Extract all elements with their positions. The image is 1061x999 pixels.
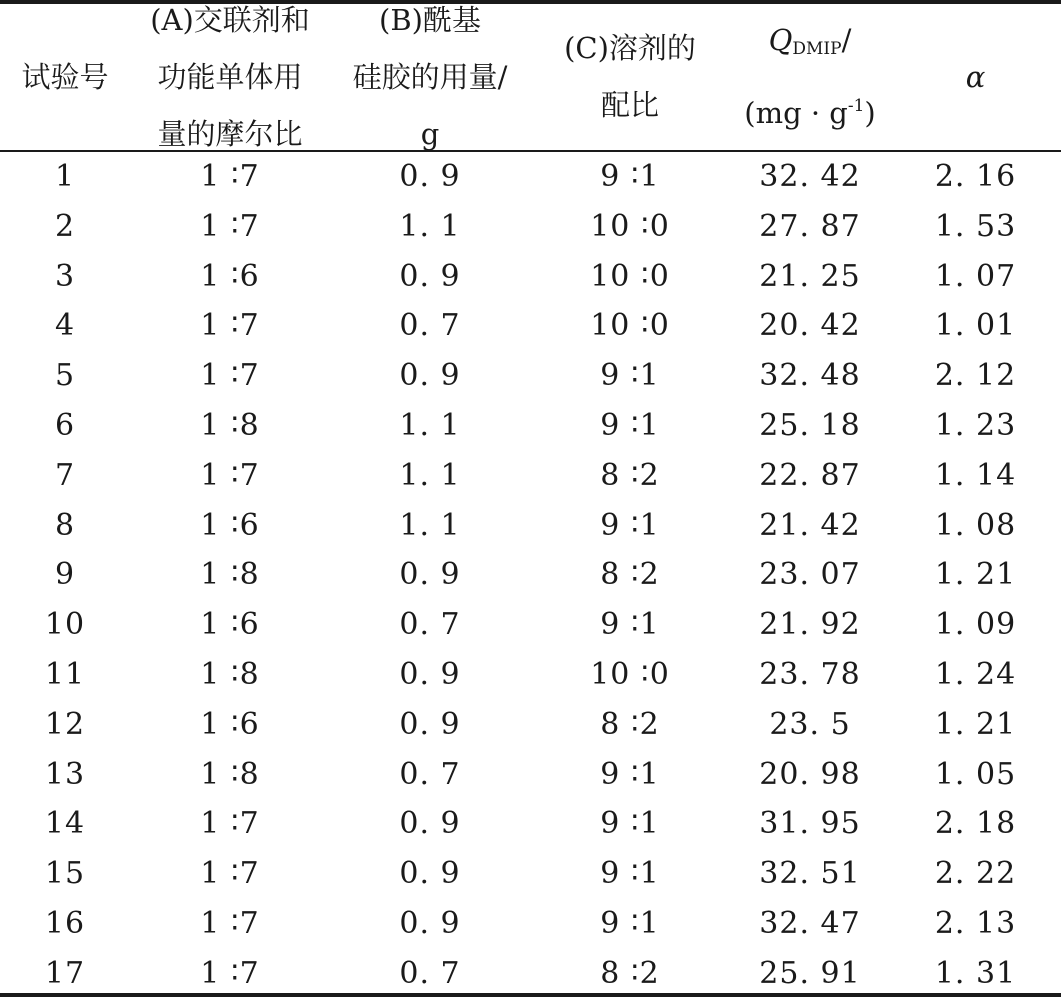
cell-adsorption-capacity: 32. 51 — [759, 856, 861, 892]
cell-trial-number: 5 — [54, 358, 76, 394]
header-q-line-1 — [769, 12, 852, 78]
cell-adsorption-capacity: 23. 07 — [759, 557, 861, 593]
q-subscript: DMIP — [792, 39, 842, 59]
cell-trial-number: 7 — [54, 457, 76, 493]
cell-silica-amount: 0. 7 — [399, 607, 461, 643]
cell-alpha: 2. 18 — [934, 806, 1017, 842]
cell-trial-number: 8 — [54, 507, 76, 543]
table-row — [0, 152, 1061, 202]
cell-molar-ratio: 1 ∶8 — [200, 656, 260, 692]
cell-alpha: 1. 07 — [934, 258, 1017, 294]
cell-silica-amount: 1. 1 — [399, 407, 461, 443]
header-adsorption-capacity — [730, 4, 890, 150]
cell-molar-ratio: 1 ∶7 — [200, 806, 260, 842]
cell-trial-number: 6 — [54, 407, 76, 443]
cell-molar-ratio: 1 ∶7 — [200, 856, 260, 892]
header-c-line-1: (C)溶剂的 — [564, 31, 696, 65]
cell-alpha: 1. 21 — [934, 557, 1017, 593]
table-row — [0, 949, 1061, 999]
cell-solvent-ratio: 9 ∶1 — [600, 806, 660, 842]
cell-trial-number: 4 — [54, 308, 76, 344]
cell-alpha: 1. 14 — [934, 457, 1017, 493]
cell-trial-number: 15 — [44, 856, 86, 892]
cell-silica-amount: 0. 9 — [399, 706, 461, 742]
header-a-line-2: 功能单体用 — [157, 59, 303, 94]
cell-molar-ratio: 1 ∶7 — [200, 955, 260, 991]
cell-trial-number: 14 — [44, 806, 86, 842]
header-silica-amount — [330, 4, 530, 150]
cell-adsorption-capacity: 21. 42 — [759, 507, 861, 543]
table-row — [0, 301, 1061, 351]
cell-silica-amount: 1. 1 — [399, 208, 461, 244]
cell-trial-number: 16 — [44, 905, 86, 941]
cell-silica-amount: 0. 9 — [399, 905, 461, 941]
cell-solvent-ratio: 9 ∶1 — [600, 358, 660, 394]
q-unit-open: (mg · g — [744, 96, 848, 130]
cell-solvent-ratio: 8 ∶2 — [600, 706, 660, 742]
cell-molar-ratio: 1 ∶7 — [200, 358, 260, 394]
cell-adsorption-capacity: 23. 5 — [769, 706, 851, 742]
cell-silica-amount: 0. 9 — [399, 806, 461, 842]
cell-trial-number: 13 — [44, 756, 86, 792]
cell-solvent-ratio: 10 ∶0 — [590, 258, 670, 294]
cell-solvent-ratio: 10 ∶0 — [590, 308, 670, 344]
cell-silica-amount: 0. 9 — [399, 258, 461, 294]
table-row — [0, 550, 1061, 600]
header-molar-ratio — [130, 4, 330, 150]
cell-alpha: 1. 31 — [934, 955, 1017, 991]
table-row — [0, 600, 1061, 650]
cell-molar-ratio: 1 ∶7 — [200, 905, 260, 941]
cell-adsorption-capacity: 25. 18 — [759, 407, 861, 443]
table-body — [0, 152, 1061, 999]
q-unit-close: ) — [864, 96, 876, 130]
cell-alpha: 2. 12 — [934, 358, 1017, 394]
cell-molar-ratio: 1 ∶7 — [200, 308, 260, 344]
table-row — [0, 849, 1061, 899]
cell-solvent-ratio: 9 ∶1 — [600, 407, 660, 443]
cell-adsorption-capacity: 31. 95 — [759, 806, 861, 842]
table-row — [0, 700, 1061, 750]
cell-silica-amount: 1. 1 — [399, 457, 461, 493]
cell-alpha: 1. 23 — [934, 407, 1017, 443]
header-trial-line: 试验号 — [21, 59, 109, 94]
cell-molar-ratio: 1 ∶6 — [200, 507, 260, 543]
cell-silica-amount: 1. 1 — [399, 507, 461, 543]
q-symbol: Q — [768, 23, 793, 57]
table-row — [0, 899, 1061, 949]
header-c-line-2: 配比 — [600, 88, 659, 122]
table-row — [0, 202, 1061, 252]
cell-trial-number: 11 — [44, 656, 86, 692]
cell-solvent-ratio: 8 ∶2 — [600, 557, 660, 593]
cell-trial-number: 9 — [54, 557, 76, 593]
cell-solvent-ratio: 9 ∶1 — [600, 607, 660, 643]
header-alpha — [890, 4, 1061, 150]
cell-alpha: 1. 24 — [934, 656, 1017, 692]
cell-silica-amount: 0. 7 — [399, 308, 461, 344]
table-row — [0, 451, 1061, 501]
header-b-line-2: 硅胶的用量/ — [352, 59, 508, 94]
cell-trial-number: 17 — [44, 955, 86, 991]
table-row — [0, 252, 1061, 302]
cell-solvent-ratio: 9 ∶1 — [600, 507, 660, 543]
cell-silica-amount: 0. 9 — [399, 856, 461, 892]
cell-solvent-ratio: 8 ∶2 — [600, 955, 660, 991]
q-unit-sup: -1 — [847, 96, 865, 116]
cell-molar-ratio: 1 ∶6 — [200, 607, 260, 643]
cell-alpha: 2. 16 — [934, 159, 1017, 194]
cell-molar-ratio: 1 ∶8 — [200, 557, 260, 593]
cell-adsorption-capacity: 32. 48 — [759, 358, 861, 394]
table-header — [0, 4, 1061, 150]
cell-molar-ratio: 1 ∶6 — [200, 706, 260, 742]
cell-trial-number: 3 — [54, 258, 76, 294]
cell-silica-amount: 0. 7 — [399, 756, 461, 792]
cell-alpha: 1. 53 — [934, 208, 1017, 244]
cell-molar-ratio: 1 ∶7 — [200, 208, 260, 244]
cell-silica-amount: 0. 9 — [399, 656, 461, 692]
cell-trial-number: 10 — [44, 607, 86, 643]
cell-adsorption-capacity: 21. 92 — [759, 607, 861, 643]
cell-silica-amount: 0. 7 — [399, 955, 461, 991]
cell-solvent-ratio: 9 ∶1 — [600, 756, 660, 792]
cell-solvent-ratio: 9 ∶1 — [600, 856, 660, 892]
cell-adsorption-capacity: 32. 42 — [759, 159, 861, 194]
table-row — [0, 799, 1061, 849]
header-b-line-1: (B)酰基 — [379, 2, 481, 37]
table-row — [0, 501, 1061, 551]
header-solvent-ratio — [530, 4, 730, 150]
cell-molar-ratio: 1 ∶6 — [200, 258, 260, 294]
cell-silica-amount: 0. 9 — [399, 358, 461, 394]
header-a-line-3: 量的摩尔比 — [157, 116, 303, 151]
bottom-rule — [0, 993, 1061, 997]
cell-trial-number: 1 — [54, 159, 76, 194]
cell-silica-amount: 0. 9 — [399, 159, 461, 194]
cell-solvent-ratio: 9 ∶1 — [600, 905, 660, 941]
q-slash: / — [841, 23, 852, 57]
cell-alpha: 1. 05 — [934, 756, 1017, 792]
header-a-line-1: (A)交联剂和 — [150, 2, 310, 37]
cell-adsorption-capacity: 25. 91 — [759, 955, 861, 991]
table-row — [0, 750, 1061, 800]
cell-adsorption-capacity: 23. 78 — [759, 656, 861, 692]
cell-adsorption-capacity: 20. 98 — [759, 756, 861, 792]
cell-solvent-ratio: 9 ∶1 — [600, 159, 660, 194]
cell-solvent-ratio: 10 ∶0 — [590, 208, 670, 244]
cell-solvent-ratio: 10 ∶0 — [590, 656, 670, 692]
cell-alpha: 2. 22 — [934, 856, 1017, 892]
cell-alpha: 2. 13 — [934, 905, 1017, 941]
cell-adsorption-capacity: 32. 47 — [759, 905, 861, 941]
table-row — [0, 401, 1061, 451]
cell-adsorption-capacity: 20. 42 — [759, 308, 861, 344]
cell-alpha: 1. 01 — [934, 308, 1017, 344]
cell-adsorption-capacity: 21. 25 — [759, 258, 861, 294]
table-row — [0, 650, 1061, 700]
cell-molar-ratio: 1 ∶7 — [200, 457, 260, 493]
cell-adsorption-capacity: 22. 87 — [759, 457, 861, 493]
cell-molar-ratio: 1 ∶7 — [200, 159, 260, 194]
cell-trial-number: 2 — [54, 208, 76, 244]
alpha-symbol: α — [965, 59, 986, 94]
cell-adsorption-capacity: 27. 87 — [759, 208, 861, 244]
cell-molar-ratio: 1 ∶8 — [200, 407, 260, 443]
cell-alpha: 1. 09 — [934, 607, 1017, 643]
header-b-line-3: g — [420, 116, 440, 151]
cell-alpha: 1. 08 — [934, 507, 1017, 543]
cell-trial-number: 12 — [44, 706, 86, 742]
table-row — [0, 351, 1061, 401]
cell-alpha: 1. 21 — [934, 706, 1017, 742]
header-trial-number — [0, 4, 130, 150]
cell-solvent-ratio: 8 ∶2 — [600, 457, 660, 493]
cell-molar-ratio: 1 ∶8 — [200, 756, 260, 792]
cell-silica-amount: 0. 9 — [399, 557, 461, 593]
header-q-line-2 — [744, 78, 876, 142]
